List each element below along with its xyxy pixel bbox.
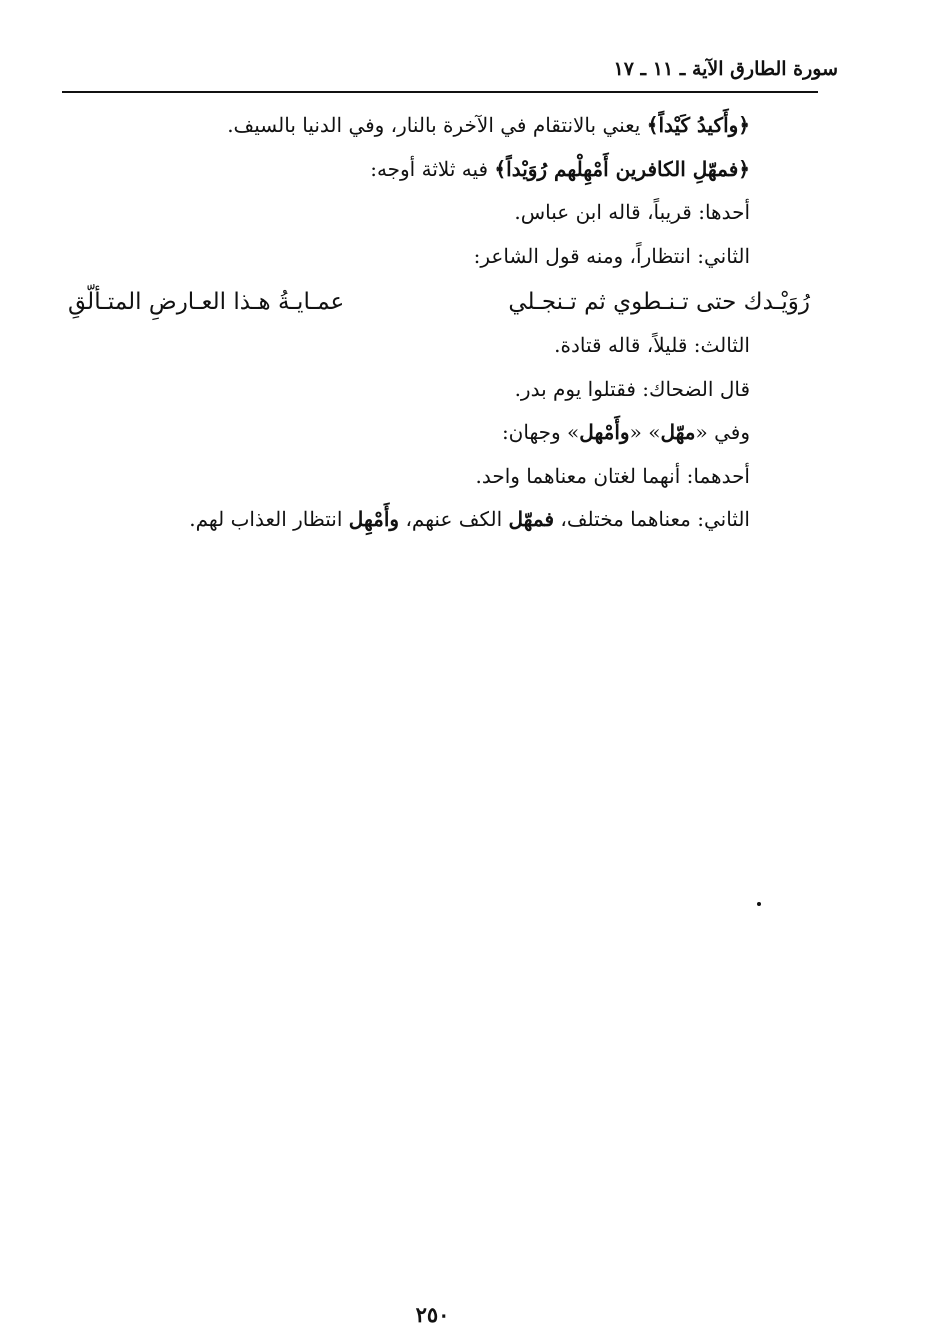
aspect-line-1: أحدهما: أنهما لغتان معناهما واحد. [475,463,750,488]
header-rule [62,91,818,93]
opinion-line-1: أحدها: قريباً، قاله ابن عباس. [514,200,750,224]
verse-line-2 [50,148,750,192]
stray-dot [757,902,761,906]
text-segment: » وجهان: [501,420,580,444]
quoted-word: وأَمْهِل [348,507,400,531]
running-header: سورة الطارق الآية ـ ١١ ـ ١٧ [613,58,838,80]
commentary-body [50,104,750,278]
text-segment: وفي « [695,420,750,444]
text-segment: الكف عنهم، [399,507,509,531]
dahhak-line: قال الضحاك: فقتلوا يوم بدر. [514,376,750,401]
verse-commentary: فيه ثلاثة أوجه: [370,156,495,181]
verse-line-1 [50,104,750,148]
aspect-line-2 [50,498,750,542]
text-segment: » « [629,420,661,444]
quoted-word: فمهّل [508,507,555,531]
verse-commentary: يعني بالانتقام في الآخرة بالنار، وفي الدنيا بالسيف. [227,113,647,137]
two-aspects-line [50,411,750,455]
poem-first-hemistich: رُوَيْـدك حتى تـنـطوي ثم تـنجـلي [508,289,810,315]
quoted-word: مهّل [660,420,696,444]
opinion-line-2: الثاني: انتظاراً، ومنه قول الشاعر: [473,243,750,268]
poetry-verse [62,278,818,326]
verse-quote: ﴿وأَكيدُ كَيْداً﴾ [646,113,750,137]
page-number: ٢٥٠ [415,1302,450,1327]
text-segment: الثاني: معناهما مختلف، [554,507,750,531]
text-segment: انتظار العذاب لهم. [189,507,349,531]
poem-second-hemistich: عمـايـةُ هـذا العـارضِ المتـألّقِ [68,289,345,315]
quoted-word: وأَمْهل [579,420,630,444]
commentary-body-continued [50,324,750,542]
verse-quote: ﴿فمهّلِ الكافرين أَمْهِلْهم رُوَيْداً﴾ [494,156,750,181]
opinion-line-3: الثالث: قليلاً، قاله قتادة. [554,333,750,357]
